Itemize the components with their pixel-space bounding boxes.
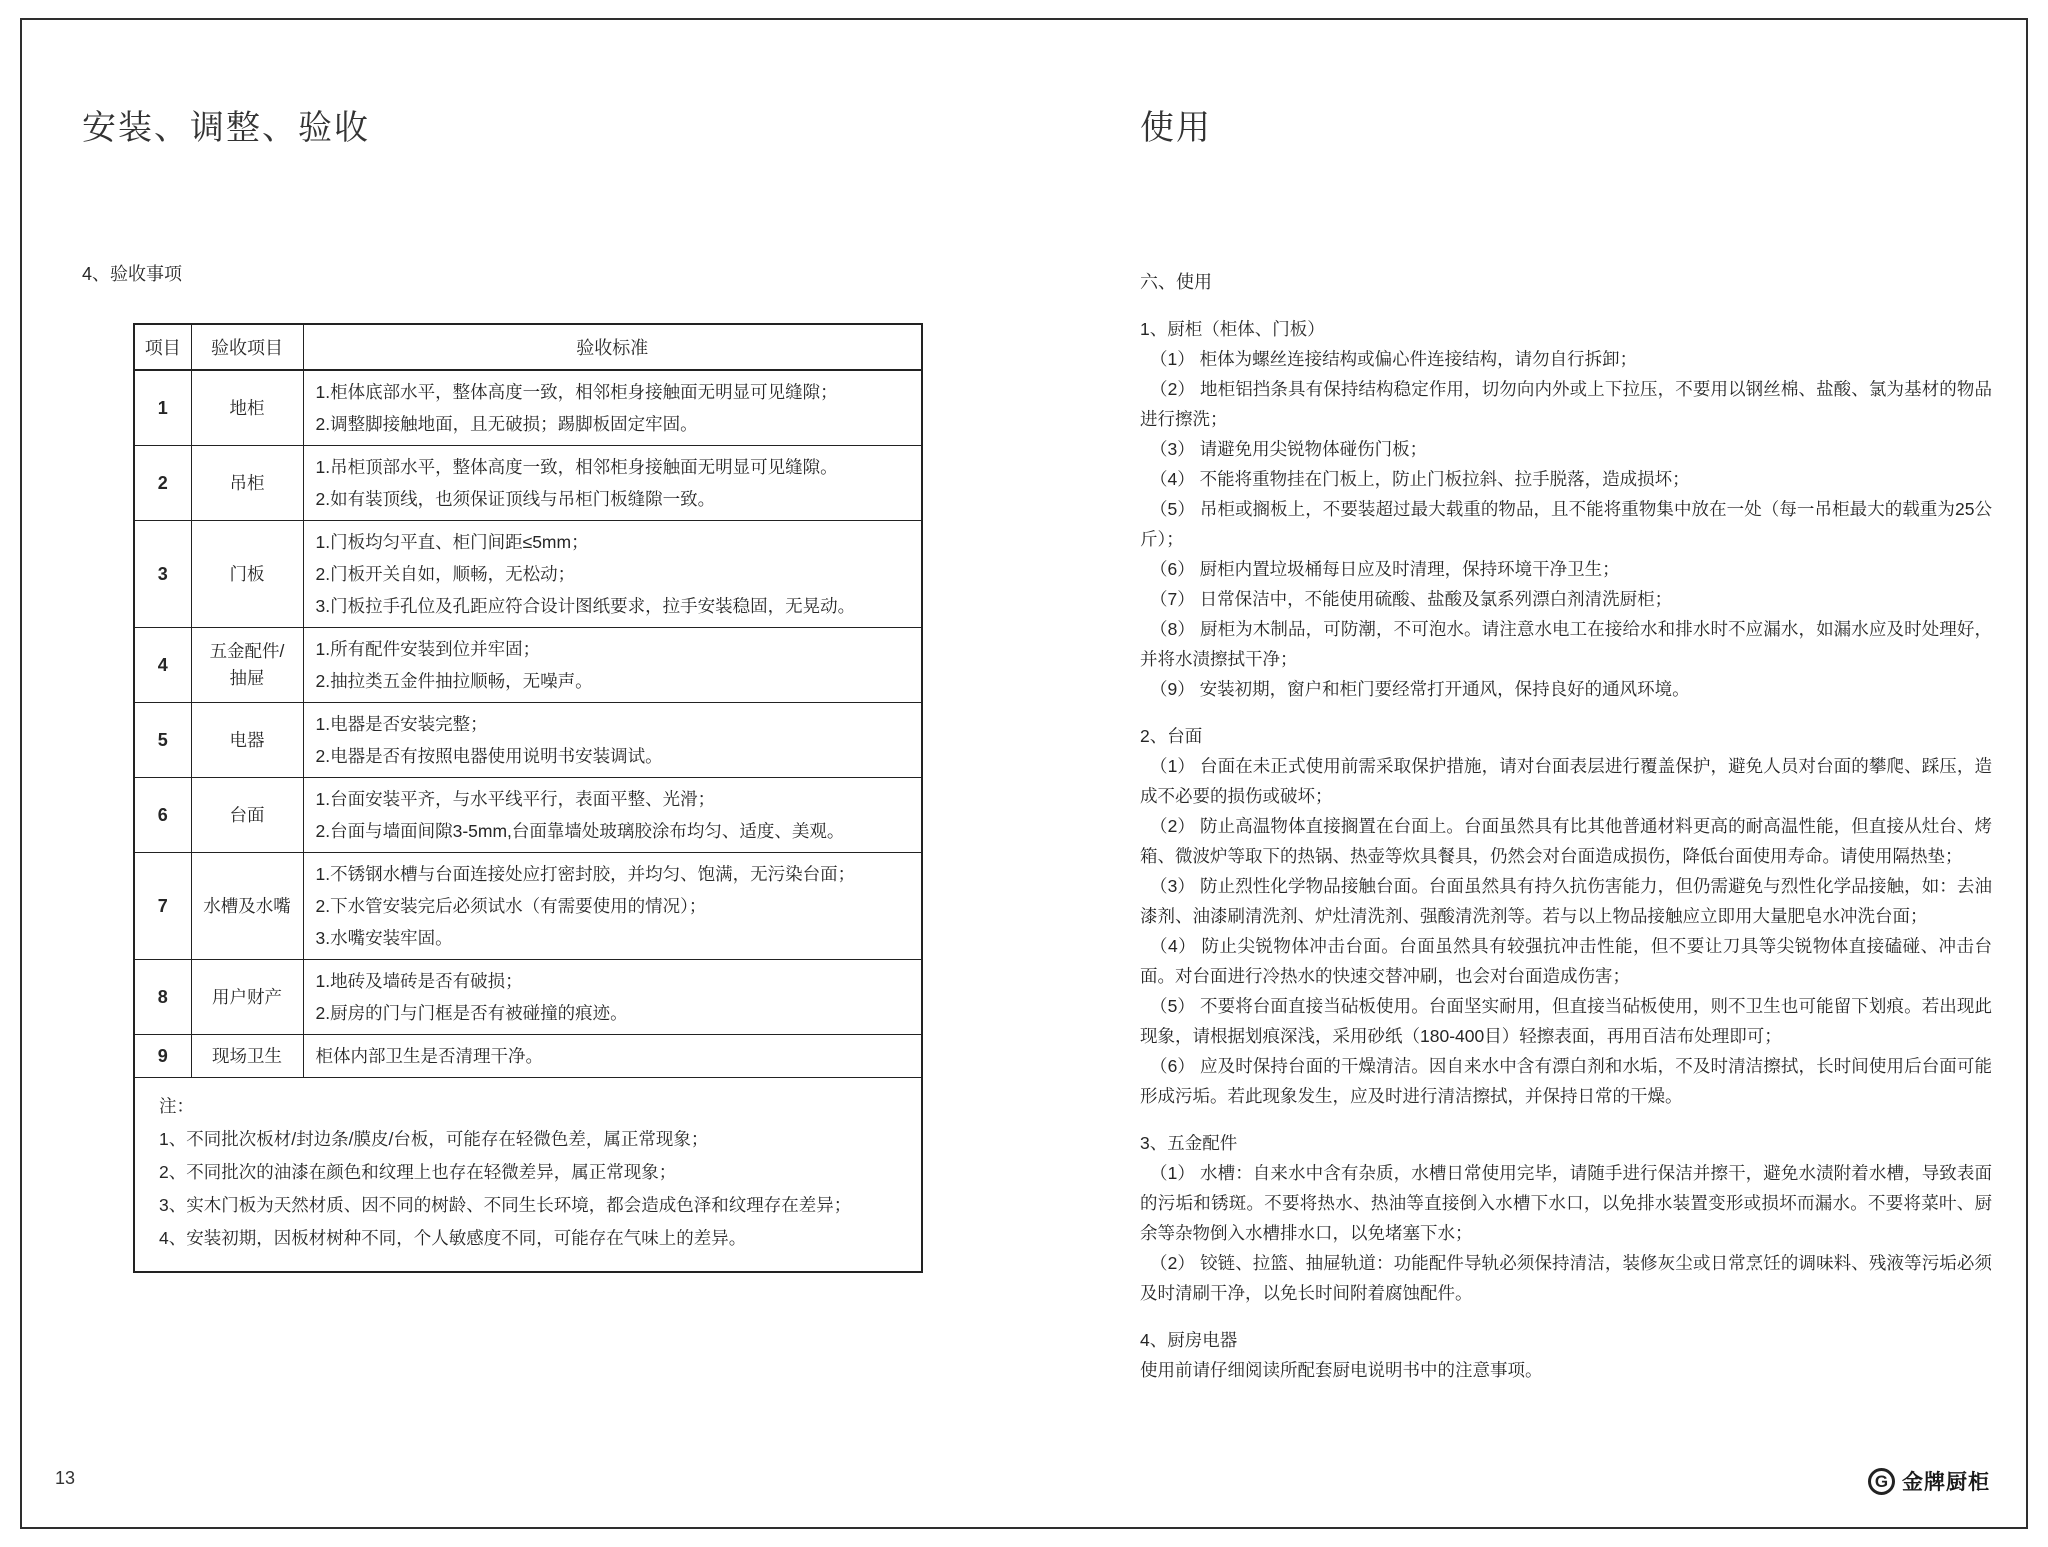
usage-block bbox=[1140, 721, 1992, 1111]
acceptance-section-label: 4、验收事项 bbox=[82, 264, 183, 284]
usage-paragraph: （1） 台面在未正式使用前需采取保护措施，请对台面表层进行覆盖保护，避免人员对台面的攀爬、踩压，造成不必要的损伤或破坏； bbox=[1140, 756, 1992, 806]
note-line: 1、不同批次板材/封边条/膜皮/台板，可能存在轻微色差，属正常现象； bbox=[159, 1129, 709, 1149]
usage-paragraph: （9） 安装初期，窗户和柜门要经常打开通风，保持良好的通风环境。 bbox=[1150, 679, 1690, 699]
note-line: 4、安装初期，因板材树种不同，个人敏感度不同，可能存在气味上的差异。 bbox=[159, 1228, 747, 1248]
row-number: 7 bbox=[134, 853, 191, 960]
usage-section-label: 六、使用 bbox=[1140, 272, 1212, 292]
usage-paragraph: （5） 吊柜或搁板上，不要装超过最大载重的物品，且不能将重物集中放在一处（每一吊柜最大的载重为25公斤）； bbox=[1140, 499, 1992, 549]
table-notes-row bbox=[134, 1078, 922, 1273]
acceptance-table bbox=[133, 323, 923, 1273]
row-standard bbox=[303, 521, 922, 628]
usage-block-heading: 2、台面 bbox=[1140, 726, 1203, 746]
row-item-line: 用户财产 bbox=[212, 986, 282, 1007]
table-row bbox=[134, 703, 922, 778]
row-standard-line: 1.不锈钢水槽与台面连接处应打密封胶，并均匀、饱满，无污染台面； bbox=[315, 864, 856, 884]
usage-block-heading: 4、厨房电器 bbox=[1140, 1330, 1238, 1350]
table-row bbox=[134, 370, 922, 446]
usage-paragraph: （4） 防止尖锐物体冲击台面。台面虽然具有较强抗冲击性能，但不要让刀具等尖锐物体直接磕碰、冲击台面。对台面进行冷热水的快速交替冲刷，也会对台面造成伤害； bbox=[1140, 936, 1992, 986]
usage-body bbox=[1140, 314, 1992, 1402]
brand-logo-g-icon: G bbox=[1868, 1468, 1895, 1495]
row-number: 3 bbox=[134, 521, 191, 628]
row-standard-line: 1.电器是否安装完整； bbox=[315, 714, 488, 734]
row-item bbox=[191, 778, 303, 853]
row-standard-line: 1.门板均匀平直、柜门间距≤5mm； bbox=[315, 532, 589, 552]
row-item-line: 门板 bbox=[229, 563, 265, 584]
row-standard-line: 1.吊柜顶部水平，整体高度一致，相邻柜身接触面无明显可见缝隙。 bbox=[315, 457, 838, 477]
col-header-item-no: 项目 bbox=[134, 324, 191, 370]
col-header-item: 验收项目 bbox=[191, 324, 303, 370]
row-standard bbox=[303, 778, 922, 853]
usage-paragraph: （3） 请避免用尖锐物体碰伤门板； bbox=[1150, 439, 1428, 459]
usage-block bbox=[1140, 1128, 1992, 1308]
usage-paragraph: （2） 地柜铝挡条具有保持结构稳定作用，切勿向内外或上下拉压，不要用以钢丝棉、盐酸、氯为基材的物品进行擦洗； bbox=[1140, 379, 1992, 429]
row-standard-line: 2.下水管安装完后必须试水（有需要使用的情况）； bbox=[315, 896, 707, 916]
row-standard bbox=[303, 1035, 922, 1078]
row-number: 6 bbox=[134, 778, 191, 853]
row-standard-line: 柜体内部卫生是否清理干净。 bbox=[315, 1046, 543, 1066]
usage-paragraph: （8） 厨柜为木制品，可防潮，不可泡水。请注意水电工在接给水和排水时不应漏水，如漏水应及时处理好，并将水渍擦拭干净； bbox=[1140, 619, 1992, 669]
usage-paragraph: 使用前请仔细阅读所配套厨电说明书中的注意事项。 bbox=[1140, 1360, 1543, 1380]
row-standard-line: 2.调整脚接触地面，且无破损；踢脚板固定牢固。 bbox=[315, 414, 698, 434]
page-title-install: 安装、调整、验收 bbox=[82, 109, 370, 147]
row-item-line: 吊柜 bbox=[229, 472, 265, 493]
brand-footer bbox=[1868, 1466, 1990, 1496]
usage-paragraph: （6） 厨柜内置垃圾桶每日应及时清理，保持环境干净卫生； bbox=[1150, 559, 1620, 579]
row-item bbox=[191, 446, 303, 521]
page-number: 13 bbox=[55, 1468, 76, 1488]
row-standard-line: 1.地砖及墙砖是否有破损； bbox=[315, 971, 523, 991]
table-row bbox=[134, 960, 922, 1035]
row-standard-line: 2.台面与墙面间隙3-5mm,台面靠墙处玻璃胶涂布均匀、适度、美观。 bbox=[315, 821, 845, 841]
row-number: 2 bbox=[134, 446, 191, 521]
row-item bbox=[191, 628, 303, 703]
row-number: 1 bbox=[134, 370, 191, 446]
row-item-line: 五金配件/ bbox=[209, 641, 285, 661]
row-item bbox=[191, 703, 303, 778]
col-header-standard: 验收标准 bbox=[303, 324, 922, 370]
usage-block-heading: 1、厨柜（柜体、门板） bbox=[1140, 319, 1325, 339]
row-standard-line: 2.如有装顶线，也须保证顶线与吊柜门板缝隙一致。 bbox=[315, 489, 716, 509]
row-item-line: 台面 bbox=[229, 804, 265, 825]
table-row bbox=[134, 853, 922, 960]
row-standard-line: 3.门板拉手孔位及孔距应符合设计图纸要求，拉手安装稳固，无晃动。 bbox=[315, 596, 856, 616]
row-standard-line: 2.门板开关自如，顺畅，无松动； bbox=[315, 564, 576, 584]
row-standard-line: 1.所有配件安装到位并牢固； bbox=[315, 639, 541, 659]
usage-paragraph: （5） 不要将台面直接当砧板使用。台面坚实耐用，但直接当砧板使用，则不卫生也可能留下划痕。若出现此现象，请根据划痕深浅，采用砂纸（180-400目）轻擦表面，再用百洁布处理即可； bbox=[1140, 996, 1992, 1046]
row-item-line: 电器 bbox=[229, 729, 265, 750]
table-row bbox=[134, 778, 922, 853]
row-standard-line: 2.抽拉类五金件抽拉顺畅，无噪声。 bbox=[315, 671, 593, 691]
note-line: 3、实木门板为天然材质、因不同的树龄、不同生长环境，都会造成色泽和纹理存在差异； bbox=[159, 1195, 852, 1215]
row-item bbox=[191, 370, 303, 446]
row-standard bbox=[303, 960, 922, 1035]
row-item-line: 水槽及水嘴 bbox=[203, 895, 291, 916]
row-standard-line: 1.台面安装平齐，与水平线平行，表面平整、光滑； bbox=[315, 789, 716, 809]
row-item bbox=[191, 1035, 303, 1078]
row-standard bbox=[303, 628, 922, 703]
usage-paragraph: （1） 柜体为螺丝连接结构或偏心件连接结构，请勿自行拆卸； bbox=[1150, 349, 1638, 369]
row-standard-line: 1.柜体底部水平，整体高度一致，相邻柜身接触面无明显可见缝隙； bbox=[315, 382, 838, 402]
note-line: 注： bbox=[159, 1096, 194, 1116]
acceptance-table-body bbox=[134, 370, 922, 1272]
brand-name: 金牌厨柜 bbox=[1902, 1471, 1990, 1494]
row-number: 9 bbox=[134, 1035, 191, 1078]
usage-paragraph: （4） 不能将重物挂在门板上，防止门板拉斜、拉手脱落，造成损坏； bbox=[1150, 469, 1690, 489]
usage-block bbox=[1140, 314, 1992, 704]
row-standard bbox=[303, 446, 922, 521]
row-item bbox=[191, 853, 303, 960]
usage-block-heading: 3、五金配件 bbox=[1140, 1133, 1238, 1153]
row-item bbox=[191, 960, 303, 1035]
row-item-line: 抽屉 bbox=[229, 668, 265, 688]
usage-block bbox=[1140, 1325, 1992, 1385]
usage-paragraph: （2） 铰链、拉篮、抽屉轨道：功能配件导轨必须保持清洁，装修灰尘或日常烹饪的调味料、残液等污垢必须及时清刷干净，以免长时间附着腐蚀配件。 bbox=[1140, 1253, 1992, 1303]
table-row bbox=[134, 446, 922, 521]
row-standard bbox=[303, 370, 922, 446]
row-number: 5 bbox=[134, 703, 191, 778]
table-row bbox=[134, 521, 922, 628]
table-row bbox=[134, 1035, 922, 1078]
usage-paragraph: （7） 日常保洁中，不能使用硫酸、盐酸及氯系列漂白剂清洗厨柜； bbox=[1150, 589, 1673, 609]
page-title-usage: 使用 bbox=[1140, 109, 1212, 147]
table-notes-cell bbox=[134, 1078, 922, 1273]
row-standard-line: 3.水嘴安装牢固。 bbox=[315, 928, 453, 948]
usage-paragraph: （6） 应及时保持台面的干燥清洁。因自来水中含有漂白剂和水垢，不及时清洁擦拭，长时间使用后台面可能形成污垢。若此现象发生，应及时进行清洁擦拭，并保持日常的干燥。 bbox=[1140, 1056, 1992, 1106]
row-standard bbox=[303, 853, 922, 960]
note-line: 2、不同批次的油漆在颜色和纹理上也存在轻微差异，属正常现象； bbox=[159, 1162, 677, 1182]
row-number: 8 bbox=[134, 960, 191, 1035]
row-item-line: 地柜 bbox=[229, 397, 265, 418]
usage-paragraph: （3） 防止烈性化学物品接触台面。台面虽然具有持久抗伤害能力，但仍需避免与烈性化学品接触，如：去油漆剂、油漆刷清洗剂、炉灶清洗剂、强酸清洗剂等。若与以上物品接触应立即用大量肥皂水冲洗台面； bbox=[1140, 876, 1992, 926]
row-item bbox=[191, 521, 303, 628]
usage-paragraph: （1） 水槽：自来水中含有杂质，水槽日常使用完毕，请随手进行保洁并擦干，避免水渍附着水槽，导致表面的污垢和锈斑。不要将热水、热油等直接倒入水槽下水口，以免排水装置变形或损坏而漏水。不要将菜叶、厨余等杂物倒入水槽排水口，以免堵塞下水； bbox=[1140, 1163, 1992, 1243]
row-standard-line: 2.电器是否有按照电器使用说明书安装调试。 bbox=[315, 746, 663, 766]
row-standard-line: 2.厨房的门与门框是否有被碰撞的痕迹。 bbox=[315, 1003, 628, 1023]
table-row bbox=[134, 628, 922, 703]
row-number: 4 bbox=[134, 628, 191, 703]
usage-paragraph: （2） 防止高温物体直接搁置在台面上。台面虽然具有比其他普通材料更高的耐高温性能，但直接从灶台、烤箱、微波炉等取下的热锅、热壶等炊具餐具，仍然会对台面造成损伤，降低台面使用寿命。请使用隔热垫； bbox=[1140, 816, 1992, 866]
row-item-line: 现场卫生 bbox=[212, 1045, 282, 1066]
row-standard bbox=[303, 703, 922, 778]
table-header-row bbox=[134, 324, 922, 370]
